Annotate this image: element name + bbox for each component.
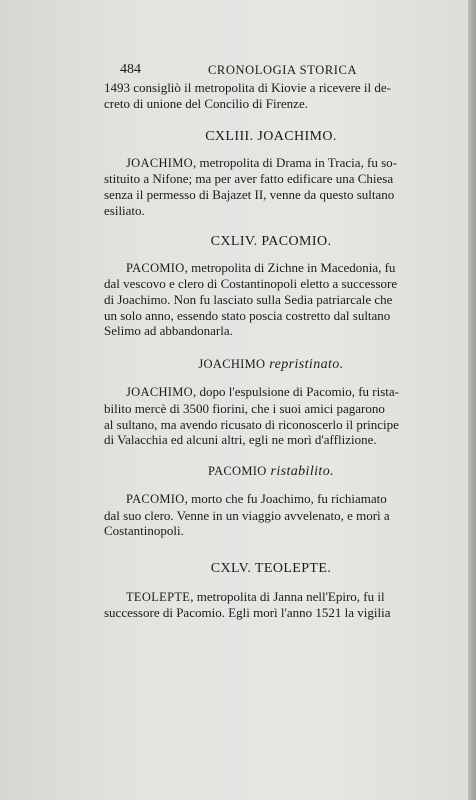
text-line: , dopo l'espulsione di Pacomio, fu rista- xyxy=(193,384,399,400)
text-line: , metropolita di Drama in Tracia, fu so- xyxy=(193,154,397,170)
text-line: di Joachimo. Non fu lasciato sulla Sedia patriarcale che xyxy=(104,291,393,307)
section-heading: CXLIV. PACOMIO. xyxy=(210,234,332,250)
text-line: Costantinopoli. xyxy=(104,523,184,539)
section-heading xyxy=(104,464,438,480)
text-line: esiliato. xyxy=(104,202,145,218)
text-line: , metropolita di Janna nell'Epiro, fu il xyxy=(190,588,385,604)
text-line: un solo anno, essendo stato poscia costretto dal sultano xyxy=(104,307,391,323)
text-line: stituito a Nifone; ma per aver fatto edificare una Chiesa xyxy=(104,171,394,187)
text-line: creto di unione del Concilio di Firenze. xyxy=(104,95,308,111)
text-line: 1493 consigliò il metropolita di Kiovie a ricevere il de- xyxy=(104,80,392,95)
text-line: bilito mercè di 3500 fiorini, che i suoi amici pagarono xyxy=(104,400,385,416)
section-heading: CXLV. TEOLEPTE. xyxy=(210,561,332,577)
heading-qualifier: ristabilito. xyxy=(270,463,335,479)
section-paragraph xyxy=(104,155,438,218)
page-header xyxy=(104,62,438,80)
section-paragraph xyxy=(104,260,438,339)
section-heading: CXLIII. JOACHIMO. xyxy=(205,129,337,145)
page-edge xyxy=(468,0,476,800)
section-paragraph xyxy=(104,589,438,621)
entry-name: JOACHIMO xyxy=(126,385,193,400)
entry-name: JOACHIMO xyxy=(126,155,193,170)
running-title: CRONOLOGIA STORICA xyxy=(208,63,358,77)
text-line: , morto che fu Joachimo, fu richiamato xyxy=(184,491,387,507)
section-heading xyxy=(104,357,438,373)
entry-name: PACOMIO xyxy=(126,492,185,507)
page-text xyxy=(104,62,438,621)
text-line: dal suo clero. Venne in un viaggio avvelenato, e morì a xyxy=(104,507,390,523)
text-line: , metropolita di Zichne in Macedonia, fu xyxy=(184,259,396,275)
heading-name: JOACHIMO xyxy=(198,356,266,371)
entry-name: PACOMIO xyxy=(126,260,185,275)
section-paragraph xyxy=(104,491,438,539)
text-line: dal vescovo e clero di Costantinopoli eletto a successore xyxy=(104,276,398,292)
text-line: successore di Pacomio. Egli morì l'anno 1521 la vigilia xyxy=(104,605,391,621)
heading-qualifier: repristinato. xyxy=(269,356,344,372)
text-line: senza il permesso di Bajazet II, venne da questo sultano xyxy=(104,186,395,202)
heading-name: PACOMIO xyxy=(207,463,267,478)
text-line: al sultano, ma avendo ricusato di riconoscerlo il principe xyxy=(104,416,399,432)
text-line: Selimo ad abbandonarla. xyxy=(104,323,233,339)
intro-paragraph xyxy=(104,80,438,111)
entry-name: TEOLEPTE xyxy=(126,589,191,604)
text-line: di Valacchia ed alcuni altri, egli ne morì d'afflizione. xyxy=(104,432,377,448)
section-paragraph xyxy=(104,384,438,447)
page-number: 484 xyxy=(120,62,141,77)
